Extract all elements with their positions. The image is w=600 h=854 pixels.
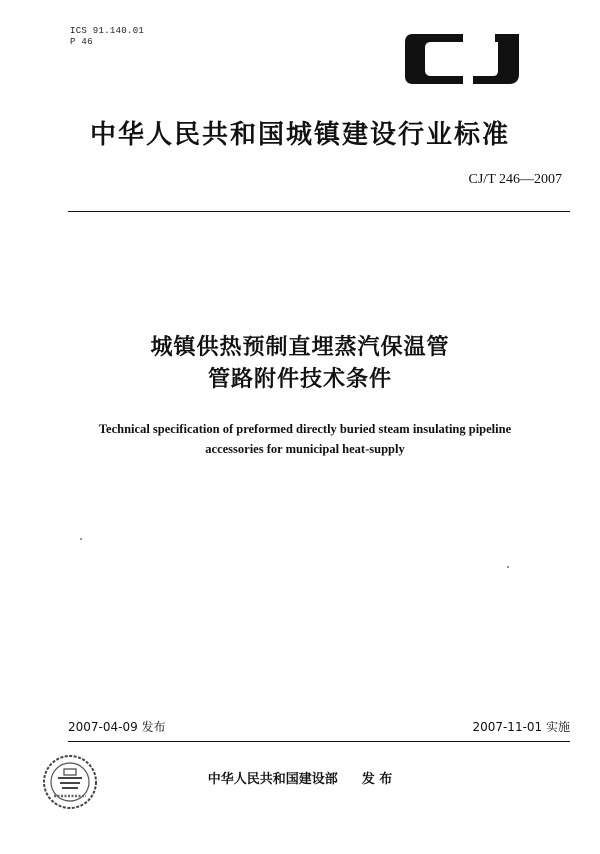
title-en-line-1: Technical specification of preformed directly buried steam insulating pipeline — [98, 422, 512, 436]
document-title-en — [40, 419, 570, 459]
publisher-name: 中华人民共和国建设部 — [207, 772, 338, 787]
publisher-line — [0, 768, 600, 787]
header-divider — [68, 211, 570, 212]
ics-code: ICS 91.140.01 — [70, 26, 145, 36]
ccs-code: P 46 — [70, 37, 93, 47]
classification-codes — [70, 26, 144, 48]
implementation-date: 2007-11-01 实施 — [472, 720, 570, 734]
scan-speck — [80, 538, 82, 540]
standard-category-title: 中华人民共和国城镇建设行业标准 — [89, 120, 510, 150]
title-zh-line-1: 城镇供热预制直埋蒸汽保温管 — [150, 335, 450, 360]
issue-date: 2007-04-09 发布 — [68, 720, 166, 734]
publish-label: 发 布 — [361, 772, 393, 787]
footer-divider — [68, 741, 570, 742]
cj-logo — [403, 30, 529, 88]
title-en-line-2: accessories for municipal heat-supply — [205, 442, 405, 456]
scan-speck — [507, 566, 509, 568]
document-title-zh — [0, 332, 600, 396]
title-zh-line-2: 管路附件技术条件 — [207, 367, 392, 392]
standard-code: CJ/T 246—2007 — [468, 172, 562, 187]
